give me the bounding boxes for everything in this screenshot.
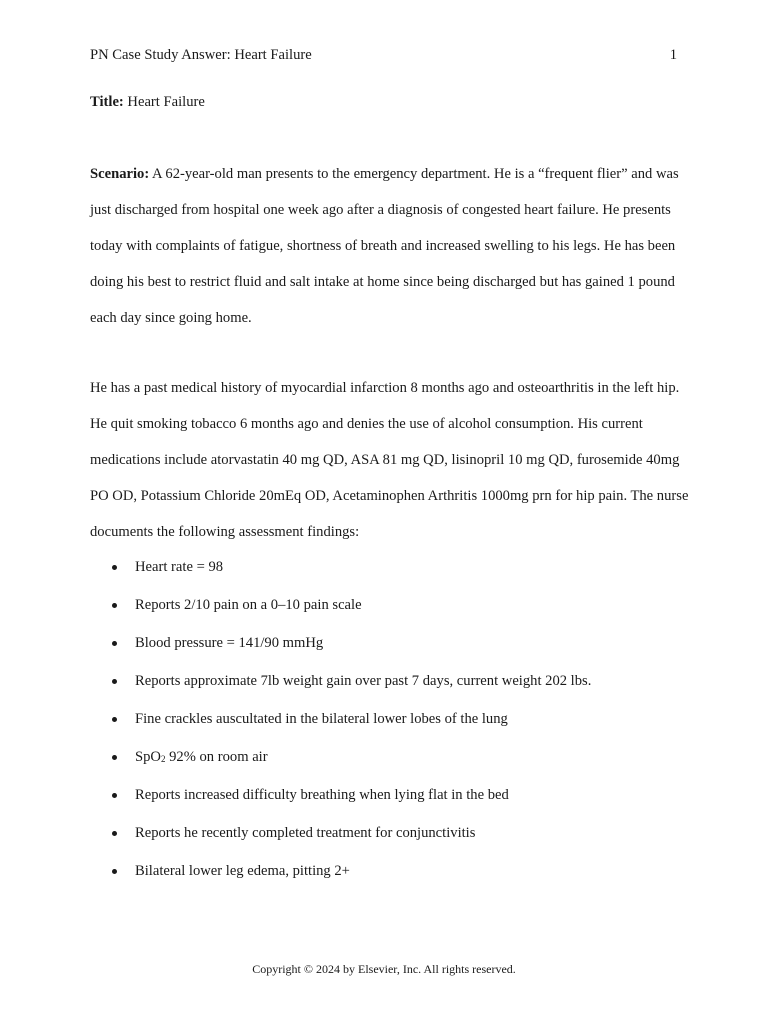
- bullet-icon: [112, 831, 117, 836]
- document-title: [90, 94, 205, 111]
- finding-text: Reports increased difficulty breathing when lying flat in the bed: [135, 787, 509, 803]
- finding-text: Bilateral lower leg edema, pitting 2+: [135, 863, 350, 879]
- finding-text: Reports 2/10 pain on a 0–10 pain scale: [135, 597, 362, 613]
- bullet-icon: [112, 679, 117, 684]
- list-item: [90, 817, 690, 855]
- title-label: Title:: [90, 94, 124, 110]
- bullet-icon: [112, 869, 117, 874]
- history-text: He has a past medical history of myocardial infarction 8 months ago and osteoarthritis in the left hip. He quit smoking tobacco 6 months ago and denies the use of alcohol consumption. His current medications include atorvastatin 40 mg QD, ASA 81 mg QD, lisinopril 10 mg QD, furosemide 40mg PO OD, Potassium Chloride 20mEq OD, Acetaminophen Arthritis 1000mg prn for hip pain. The nurse documents the following assessment findings:: [90, 380, 689, 540]
- scenario-text: A 62-year-old man presents to the emergency department. He is a “frequent flier” and was just discharged from hospital one week ago after a diagnosis of congested heart failure. He presents today with complaints of fatigue, shortness of breath and increased swelling to his legs. He has been doing his best to restrict fluid and salt intake at home since being discharged but has gained 1 pound each day since going home.: [90, 166, 679, 326]
- list-item: [90, 741, 690, 779]
- list-item: [90, 665, 690, 703]
- finding-text: Reports approximate 7lb weight gain over past 7 days, current weight 202 lbs.: [135, 673, 592, 689]
- list-item: [90, 551, 690, 589]
- bullet-icon: [112, 717, 117, 722]
- bullet-icon: [112, 755, 117, 760]
- bullet-icon: [112, 565, 117, 570]
- spo2-subscript: 2: [160, 754, 166, 764]
- finding-text: Blood pressure = 141/90 mmHg: [135, 635, 324, 651]
- finding-text: Fine crackles auscultated in the bilateral lower lobes of the lung: [135, 711, 508, 727]
- assessment-findings-list: [90, 551, 690, 893]
- page-number: 1: [669, 47, 677, 63]
- running-head-title: PN Case Study Answer: Heart Failure: [90, 47, 312, 63]
- list-item: [90, 703, 690, 741]
- scenario-label: Scenario:: [90, 166, 150, 182]
- finding-text: Reports he recently completed treatment for conjunctivitis: [135, 825, 476, 841]
- page-header: [90, 47, 677, 67]
- finding-text: Heart rate = 98: [135, 559, 224, 575]
- list-item: [90, 627, 690, 665]
- list-item: [90, 779, 690, 817]
- finding-text: [135, 749, 268, 765]
- bullet-icon: [112, 793, 117, 798]
- bullet-icon: [112, 641, 117, 646]
- title-value: Heart Failure: [123, 94, 205, 110]
- history-paragraph: [90, 370, 690, 550]
- list-item: [90, 855, 690, 893]
- scenario-paragraph: [90, 156, 690, 336]
- spo2-prefix: SpO: [135, 749, 161, 765]
- spo2-suffix: 92% on room air: [165, 749, 268, 765]
- bullet-icon: [112, 603, 117, 608]
- list-item: [90, 589, 690, 627]
- copyright-footer: Copyright © 2024 by Elsevier, Inc. All rights reserved.: [252, 962, 516, 976]
